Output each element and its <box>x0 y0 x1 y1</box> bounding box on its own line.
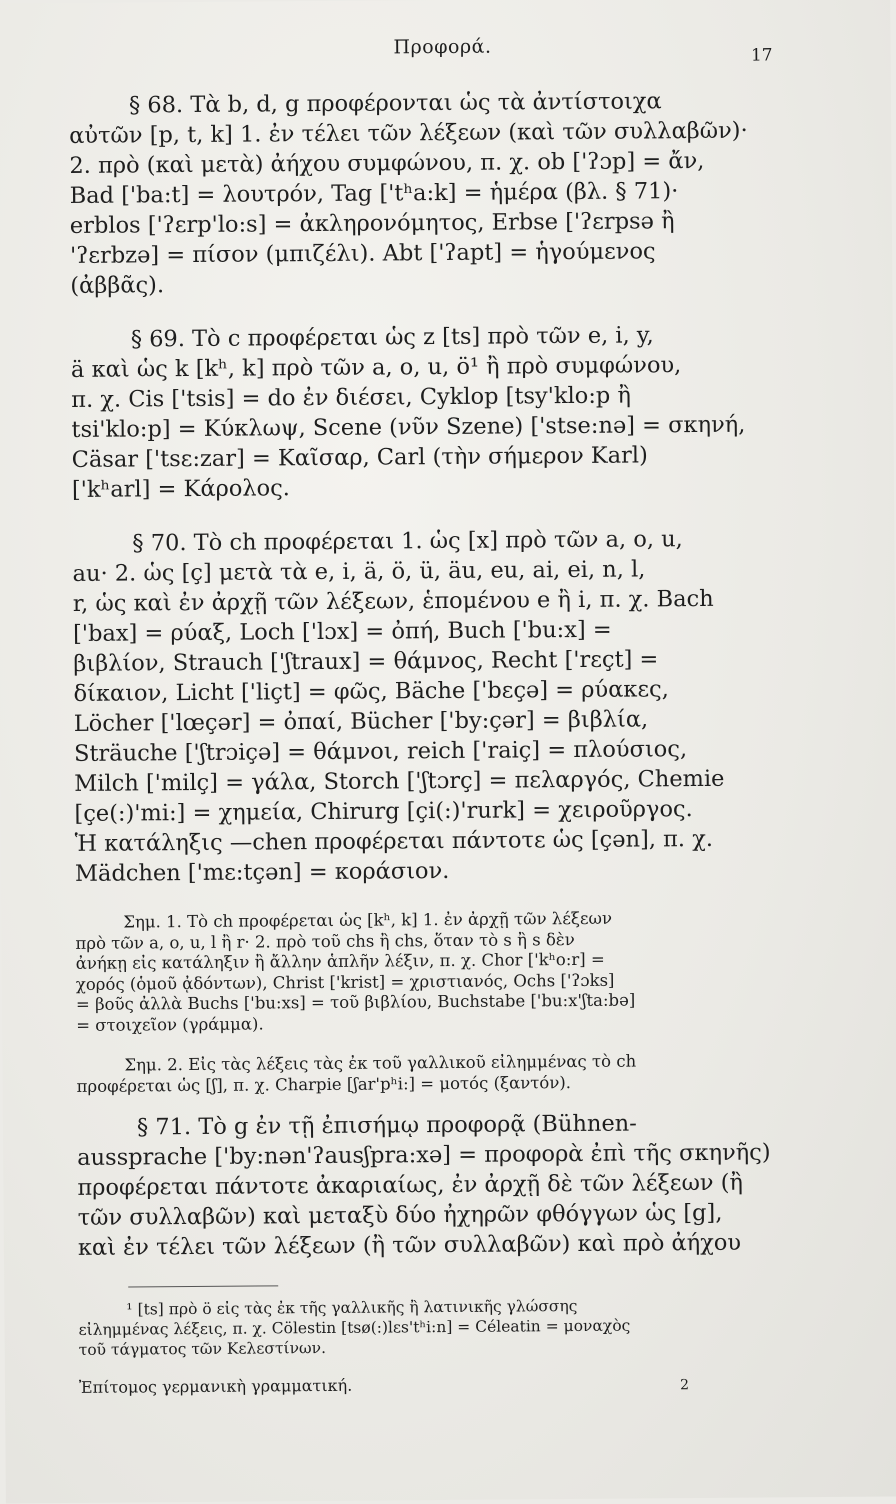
note-line: πρὸ τῶν a, o, u, l ἢ r· 2. πρὸ τοῦ chs ἢ chs, ὅταν τὸ s ἢ s δὲν <box>75 929 575 953</box>
text-line: § 68. Τὰ b, d, g προφέρονται ὡς τὰ ἀντίστοιχα <box>128 88 662 119</box>
text-line: καὶ ἐν τέλει τῶν λέξεων (ἢ τῶν συλλαβῶν) καὶ πρὸ ἀήχου <box>77 1229 742 1261</box>
footnote-line: τοῦ τάγματος τῶν Κελεστίνων. <box>78 1338 327 1359</box>
text-line: Löcher ['lœçər] = ὀπαί, Bücher ['by:çər] = βιβλία, <box>73 706 649 737</box>
running-title: Προφορά. <box>393 35 492 59</box>
footnote-divider <box>128 1285 278 1287</box>
text-line: 'ʔɛrbzə] = πίσον (μπιζέλι). Abt ['ʔapt] = ἡγούμενος <box>70 238 656 269</box>
note-line: = στοιχεῖον (γράμμα). <box>76 1013 264 1035</box>
text-line: erblos ['ʔɛrp'lo:s] = ἀκληρονόμητος, Erbse ['ʔɛrpsə ἢ <box>69 208 675 239</box>
text-line: [çe(:)'mi:] = χημεία, Chirurg [çi(:)'rurk] = χειροῦργος. <box>74 796 693 827</box>
signature-mark: 2 <box>680 1377 690 1394</box>
text-line: Ἡ κατάληξις —chen προφέρεται πάντοτε ὡς [çən], π. χ. <box>74 825 714 857</box>
paragraph-68 <box>69 86 765 301</box>
text-line: au· 2. ὡς [ç] μετὰ τὰ e, i, ä, ö, ü, äu, eu, ai, ei, n, l, <box>72 556 646 587</box>
text-line: ['kʰarl] = Κάρολος. <box>71 475 291 503</box>
text-line: Sträuche ['ʃtrɔiçə] = θάμνοι, reich ['raiç] = πλούσιος, <box>73 736 688 767</box>
paragraph-69 <box>71 319 766 504</box>
signature-line <box>79 1372 773 1397</box>
text-line: § 70. Τὸ ch προφέρεται 1. ὡς [x] πρὸ τῶν a, o, u, <box>132 526 683 557</box>
text-line: ä καὶ ὡς k [kʰ, k] πρὸ τῶν a, o, u, ö¹ ἢ πρὸ συμφώνου, <box>70 352 682 383</box>
text-line: Milch ['milç] = γάλα, Storch ['ʃtɔrç] = πελαργός, Chemie <box>74 765 725 797</box>
text-line: π. χ. Cis ['tsis] = do ἐν διέσει, Cyklop [tsy'klo:p ἢ <box>71 382 631 413</box>
page-body <box>69 86 773 1398</box>
text-line: Mädchen ['mɛ:tçən] = κοράσιον. <box>74 857 450 887</box>
note-line: ἀνήκῃ εἰς κατάληξιν ἢ ἄλλην ἁπλῆν λέξιν, π. χ. Chor ['kʰo:r] = <box>75 949 605 973</box>
text-line: (ἀββᾶς). <box>70 272 165 299</box>
text-line: Bad ['ba:t] = λουτρόν, Tag ['tʰa:k] = ἡμέρα (βλ. § 71)· <box>69 178 679 209</box>
footnote-line: ¹ [ts] πρὸ ö εἰς τὰς ἐκ τῆς γαλλικῆς ἢ λατινικῆς γλώσσης <box>126 1297 578 1319</box>
note-line: προφέρεται ὡς [ʃ], π. χ. Charpie [ʃar'pʰi:] = μοτός (ξαντόν). <box>76 1072 572 1096</box>
page-number: 17 <box>750 45 773 66</box>
note-line: χορός (ὁμοῦ ᾀδόντων), Christ ['krist] = χριστιανός, Ochs ['ʔɔks] <box>75 970 615 994</box>
text-line: § 71. Τὸ g ἐν τῇ ἐπισήμῳ προφορᾷ (Bühnen- <box>136 1110 637 1141</box>
text-line: aussprache ['by:nən'ʔausʃpra:xə] = προφορὰ ἐπὶ τῆς σκηνῆς) <box>77 1139 771 1171</box>
text-line: τῶν συλλαβῶν) καὶ μεταξὺ δύο ἠχηρῶν φθόγγων ὡς [g], <box>77 1199 723 1231</box>
note-line: Σημ. 1. Τὸ ch προφέρεται ὡς [kʰ, k] 1. ἐν ἀρχῇ τῶν λέξεων <box>123 908 613 932</box>
paragraph-71 <box>77 1107 772 1262</box>
text-line: βιβλίον, Strauch ['ʃtraux] = θάμνος, Recht ['rɛçt] = <box>73 646 659 677</box>
note-line: Σημ. 2. Εἰς τὰς λέξεις τὰς ἐκ τοῦ γαλλικοῦ εἰλημμένας τὸ ch <box>124 1051 637 1075</box>
text-line: § 69. Τὸ c προφέρεται ὡς z [ts] πρὸ τῶν e, i, y, <box>130 322 654 353</box>
footnote-line: εἰλημμένας λέξεις, π. χ. Cölestin [tsø(:)lɛs'tʰi:n] = Céleatin = μοναχὸς <box>78 1316 631 1339</box>
text-line: αὐτῶν [p, t, k] 1. ἐν τέλει τῶν λέξεων (καὶ τῶν συλλαβῶν)· <box>69 117 748 149</box>
note-1 <box>75 907 770 1035</box>
text-line: προφέρεται πάντοτε ἀκαριαίως, ἐν ἀρχῇ δὲ τῶν λέξεων (ἢ <box>77 1169 744 1201</box>
footnote <box>78 1294 772 1359</box>
note-line: = βοῦς ἀλλὰ Buchs ['bu:xs] = τοῦ βιβλίου, Buchstabe ['bu:x'ʃta:bə] <box>75 990 636 1014</box>
text-line: δίκαιον, Licht ['liçt] = φῶς, Bäche ['bɛçə] = ρύακες, <box>73 676 669 707</box>
text-line: tsi'klo:p] = Κύκλωψ, Scene (νῦν Szene) ['stse:nə] = σκηνή, <box>71 411 746 443</box>
text-line: Cäsar ['tsɛ:zar] = Καῖσαρ, Carl (τὴν σήμερον Karl) <box>71 442 648 473</box>
text-line: ['bax] = ρύαξ, Loch ['lɔx] = ὀπή, Buch ['bu:x] = <box>72 616 612 647</box>
text-line: r, ὡς καὶ ἐν ἀρχῇ τῶν λέξεων, ἑπομένου e ἢ i, π. χ. Bach <box>72 585 714 617</box>
paragraph-70 <box>72 523 769 888</box>
note-2 <box>76 1050 770 1096</box>
text-line: 2. πρὸ (καὶ μετὰ) ἀήχου συμφώνου, π. χ. ob ['ʔɔp] = ἄν, <box>69 147 705 179</box>
book-title: Ἐπίτομος γερμανικὴ γραμματική. <box>78 1375 353 1397</box>
